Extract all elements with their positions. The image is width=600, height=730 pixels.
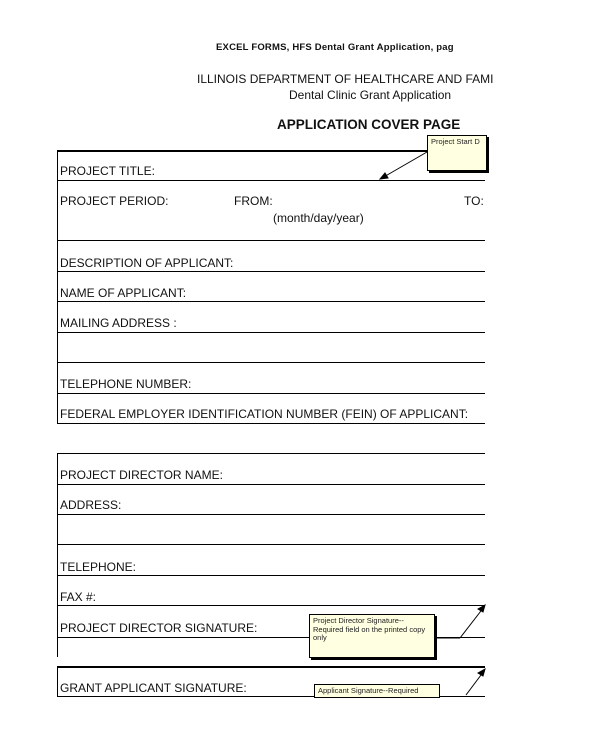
name-label: NAME OF APPLICANT: <box>60 286 187 300</box>
project-start-arrowhead <box>380 173 388 179</box>
director-signature-label: PROJECT DIRECTOR SIGNATURE: <box>60 621 258 635</box>
project-start-arrow <box>382 152 427 178</box>
telephone-label: TELEPHONE: <box>60 560 137 574</box>
telephone-number-label: TELEPHONE NUMBER: <box>60 377 192 391</box>
fein-label: FEDERAL EMPLOYER IDENTIFICATION NUMBER (FEIN) OF APPLICANT: <box>60 407 469 421</box>
director-name-label: PROJECT DIRECTOR NAME: <box>60 468 223 482</box>
director-arrow <box>460 607 484 638</box>
fax-label: FAX #: <box>60 590 97 604</box>
applicant-arrowhead <box>478 669 485 676</box>
project-start-comment-text: Project Start D <box>431 137 480 146</box>
project-title-label: PROJECT TITLE: <box>60 164 155 178</box>
mailing-address-label: MAILING ADDRESS : <box>60 316 177 330</box>
address-label: ADDRESS: <box>60 498 122 512</box>
applicant-signature-label: GRANT APPLICANT SIGNATURE: <box>60 681 247 695</box>
applicant-signature-comment-text: Applicant Signature--Required <box>318 686 419 695</box>
department-name: ILLINOIS DEPARTMENT OF HEALTHCARE AND FAMI <box>197 72 494 86</box>
to-label: TO: <box>464 194 484 208</box>
form-subtitle: Dental Clinic Grant Application <box>289 88 452 102</box>
file-title: EXCEL FORMS, HFS Dental Grant Application, pag <box>216 42 454 53</box>
date-format-hint: (month/day/year) <box>273 211 364 225</box>
director-signature-comment-text: Project Director Signature--Required field on the printed copy only <box>313 616 426 642</box>
page-title: APPLICATION COVER PAGE <box>277 117 461 132</box>
project-period-label: PROJECT PERIOD: <box>60 194 169 208</box>
from-label: FROM: <box>234 194 273 208</box>
director-arrowhead <box>478 605 485 612</box>
description-label: DESCRIPTION OF APPLICANT: <box>60 256 234 270</box>
